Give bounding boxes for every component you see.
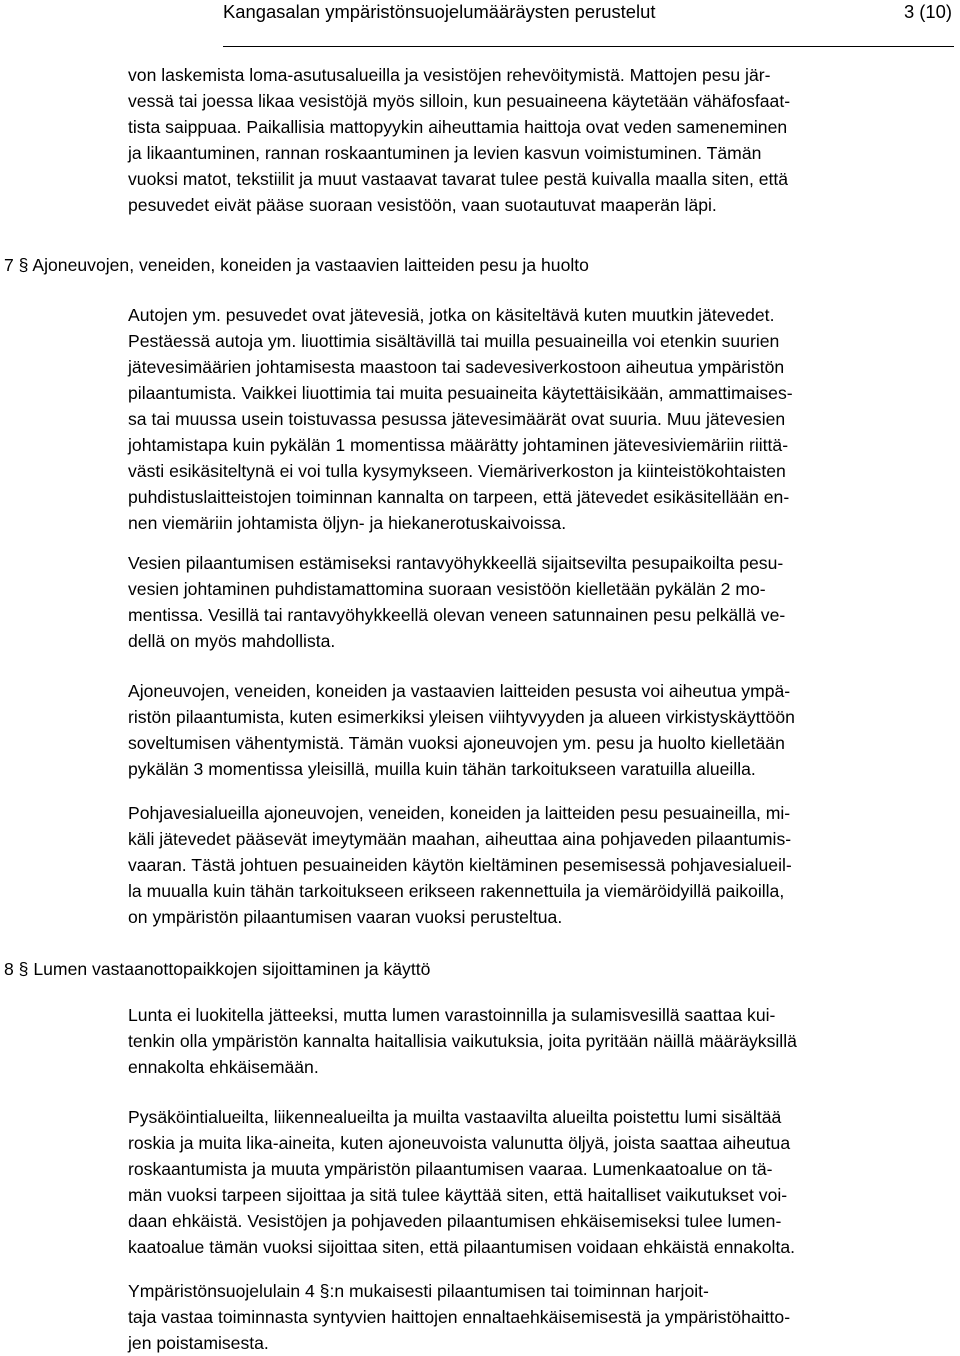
text-line: Pestäessä autoja ym. liuottimia sisältävillä tai muilla pesuaineilla voi etenkin suurien [128,331,780,351]
paragraph [128,1278,954,1356]
text-line: Autojen ym. pesuvedet ovat jätevesiä, jotka on käsiteltävä kuten muutkin jätevedet. [128,305,775,325]
text-line: västi esikäsiteltynä ei voi tulla kysymykseen. Viemäriverkoston ja kiinteistökohtaisten [128,461,786,481]
text-line: sa tai muussa usein toistuvassa pesussa jätevesimäärät ovat suuria. Muu jätevesien [128,409,786,429]
paragraph [128,62,954,218]
text-line: käli jätevedet pääsevät imeytymään maahan, aiheuttaa aina pohjaveden pilaantumis- [128,829,792,849]
text-line: von laskemista loma-asutusalueilla ja vesistöjen rehevöitymistä. Mattojen pesu jär- [128,65,771,85]
paragraph [128,550,954,654]
text-line: tenkin olla ympäristön kannalta haitallisia vaikutuksia, joita pyritään näillä määräyksillä [128,1031,797,1051]
text-line: vuoksi matot, tekstiilit ja muut vastaavat tavarat tulee pestä kuivalla maalla siten, että [128,169,789,189]
text-line: jen poistamisesta. [128,1333,269,1353]
paragraph [128,1104,954,1260]
text-line: ristön pilaantumista, kuten esimerkiksi yleisen viihtyvyyden ja alueen virkistyskäyttöön [128,707,795,727]
text-line: ennakolta ehkäisemään. [128,1057,319,1077]
text-line: pilaantumista. Vaikkei liuottimia tai muita pesuaineita käytettäisikään, ammattimaises- [128,383,793,403]
text-line: kaatoalue tämän vuoksi sijoittaa siten, että pilaantumisen voidaan ehkäistä ennakolta. [128,1237,796,1257]
paragraph [128,302,954,536]
paragraph [128,678,954,782]
text-line: pesuvedet eivät pääse suoraan vesistöön, vaan suotautuvat maaperän läpi. [128,195,717,215]
page-header [223,0,960,34]
text-line: pykälän 3 momentissa yleisillä, muilla kuin tähän tarkoitukseen varatuilla alueilla. [128,759,756,779]
header-divider [223,46,954,47]
text-line: ja likaantuminen, rannan roskaantuminen ja levien kasvun voimistuminen. Tämän [128,143,762,163]
text-line: Vesien pilaantumisen estämiseksi rantavyöhykkeellä sijaitsevilta pesupaikoilta pesu- [128,553,784,573]
text-line: roskia ja muita lika-aineita, kuten ajoneuvoista valunutta öljyä, joista saattaa aiheutua [128,1133,791,1153]
text-line: Ajoneuvojen, veneiden, koneiden ja vastaavien laitteiden pesusta voi aiheutua ympä- [128,681,791,701]
text-line: Ympäristönsuojelulain 4 §:n mukaisesti pilaantumisen tai toiminnan harjoit- [128,1281,709,1301]
text-line: daan ehkäistä. Vesistöjen ja pohjaveden pilaantumisen ehkäisemiseksi tulee lumen- [128,1211,782,1231]
text-line: Pohjavesialueilla ajoneuvojen, veneiden, koneiden ja laitteiden pesu pesuaineilla, mi- [128,803,791,823]
text-line: nen viemäriin johtamista öljyn- ja hiekanerotuskaivoissa. [128,513,567,533]
text-line: soveltumisen vähentymistä. Tämän vuoksi ajoneuvojen ym. pesu ja huolto kielletään [128,733,785,753]
text-line: vaaran. Tästä johtuen pesuaineiden käytön kieltäminen pesemisessä pohjavesialueil- [128,855,792,875]
text-line: dellä on myös mahdollista. [128,631,336,651]
section-heading: 8 § Lumen vastaanottopaikkojen sijoittaminen ja käyttö [4,959,431,979]
document-title: Kangasalan ympäristönsuojelumääräysten perustelut [223,1,656,22]
text-line: vesien johtaminen puhdistamattomina suoraan vesistöön kielletään pykälän 2 mo- [128,579,766,599]
text-line: mentissa. Vesillä tai rantavyöhykkeellä olevan veneen satunnainen pesu pelkällä ve- [128,605,786,625]
page-number: 3 (10) [903,1,952,22]
paragraph [128,800,954,930]
text-line: puhdistuslaitteistojen toiminnan kannalta on tarpeen, että jätevedet esikäsitellään en- [128,487,790,507]
text-line: on ympäristön pilaantumisen vaaran vuoksi perusteltua. [128,907,563,927]
text-line: Pysäköintialueilta, liikennealueilta ja muilta vastaavilta alueilta poistettu lumi sisältää [128,1107,782,1127]
text-line: tista saippuaa. Paikallisia mattopyykin aiheuttamia haittoja ovat veden sameneminen [128,117,788,137]
text-line: la muualla kuin tähän tarkoitukseen erikseen rakennettuila ja viemäröidyillä paikoilla, [128,881,785,901]
text-line: jätevesimäärien johtamisesta maastoon tai sadevesiverkostoon aiheutua ympäristön [128,357,785,377]
text-line: Lunta ei luokitella jätteeksi, mutta lumen varastoinnilla ja sulamisvesillä saattaa kui- [128,1005,776,1025]
paragraph [128,1002,954,1080]
text-line: taja vastaa toiminnasta syntyvien haittojen ennaltaehkäisemisestä ja ympäristöhaitto- [128,1307,791,1327]
text-line: vessä tai joessa likaa vesistöjä myös silloin, kun pesuaineena käytetään vähäfosfaat- [128,91,791,111]
text-line: johtamistapa kuin pykälän 1 momentissa määrätty johtaminen jätevesiviemäriin riittä- [128,435,789,455]
text-line: roskaantumista ja muuta ympäristön pilaantumisen vaaraa. Lumenkaatoalue on tä- [128,1159,773,1179]
text-line: män vuoksi tarpeen sijoittaa ja sitä tulee käyttää siten, että haitalliset vaikutukset voi- [128,1185,788,1205]
section-heading: 7 § Ajoneuvojen, veneiden, koneiden ja vastaavien laitteiden pesu ja huolto [4,255,589,275]
